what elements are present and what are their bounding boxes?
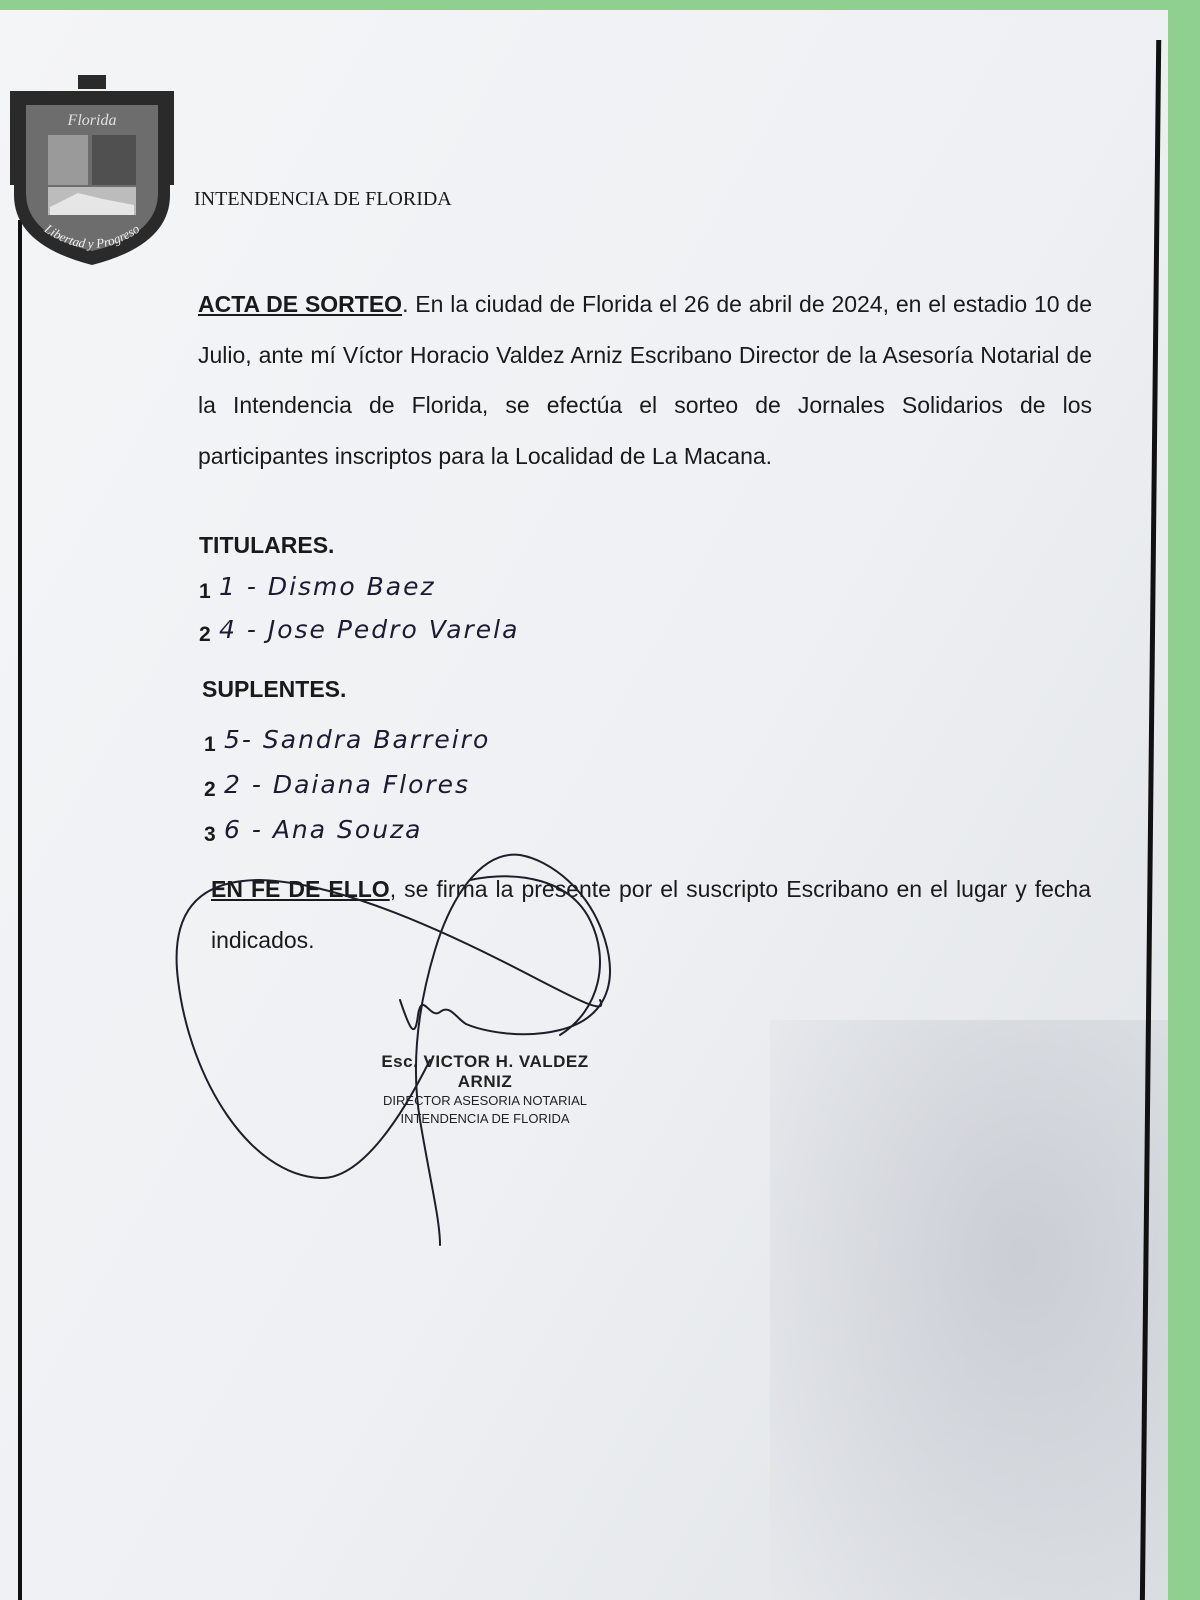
entry-number: 2 [199, 623, 211, 646]
intro-paragraph [198, 279, 1092, 481]
entry-number: 2 [204, 778, 216, 801]
shadow-overlay [770, 1020, 1168, 1600]
florida-crest-logo [8, 75, 176, 270]
notary-stamp [360, 1052, 610, 1128]
handwritten-entry: 2 - Daiana Flores [224, 770, 471, 799]
intro-text: . En la ciudad de Florida el 26 de abril de 2024, en el estadio 10 de Julio, ante mí Víctor Horacio Valdez Arniz Escribano Director de la Asesoría Notarial de la Intendencia de Florida, se efectúa el sorteo de Jornales Solidarios de los participantes inscriptos para la Localidad de La Macana. [198, 291, 1092, 469]
stamp-line-1: Esc. VICTOR H. VALDEZ ARNIZ [381, 1052, 589, 1091]
stamp-line-2: DIRECTOR ASESORIA NOTARIAL [383, 1093, 587, 1108]
paper-edge-left [18, 220, 22, 1600]
entry-number: 3 [204, 823, 216, 846]
crest-top-text: Florida [67, 112, 117, 129]
closing-text: , se firma la presente por el suscripto Escribano en el lugar y fecha indicados. [211, 876, 1091, 953]
handwritten-entry: 4 - Jose Pedro Varela [219, 615, 520, 644]
titulares-heading: TITULARES. [199, 532, 335, 558]
entry-number: 1 [204, 733, 216, 756]
suplentes-heading: SUPLENTES. [202, 676, 347, 702]
closing-paragraph [211, 864, 1091, 965]
handwritten-entry: 6 - Ana Souza [224, 815, 423, 844]
intro-lead: ACTA DE SORTEO [198, 291, 403, 317]
entry-number: 1 [199, 580, 211, 603]
org-name: INTENDENCIA DE FLORIDA [194, 188, 452, 210]
closing-lead: EN FE DE ELLO [211, 876, 390, 902]
crest-motto: Libertad y Progreso [41, 220, 143, 252]
handwritten-entry: 5- Sandra Barreiro [224, 725, 491, 754]
stamp-line-3: INTENDENCIA DE FLORIDA [400, 1111, 570, 1126]
handwritten-entry: 1 - Dismo Baez [219, 572, 436, 601]
